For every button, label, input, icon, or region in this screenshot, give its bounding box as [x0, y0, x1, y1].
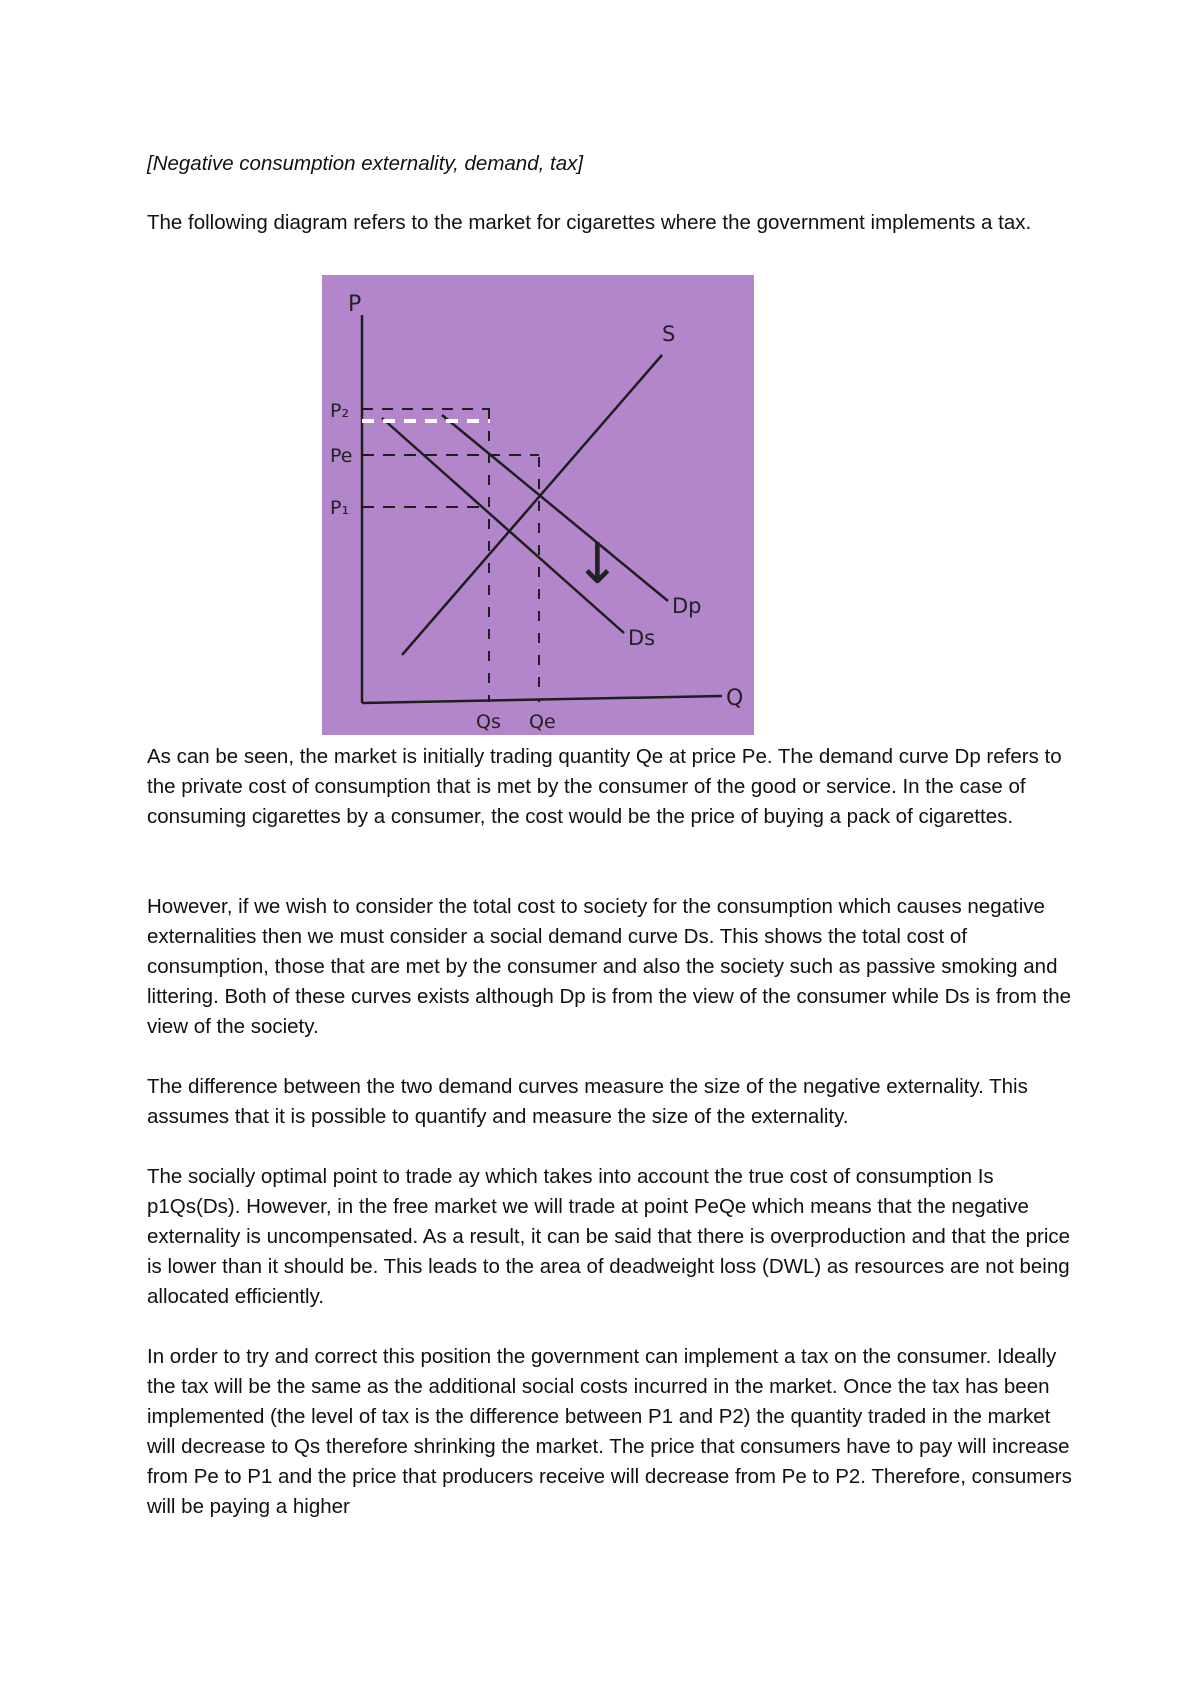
down-arrow-icon: ↓	[574, 532, 621, 597]
paragraph-social-optimum: The socially optimal point to trade ay which takes into account the true cost of consumption Is p1Qs(Ds). However, in the free market we will trade at point PeQe which means that the negative externality is uncompensated. As a result, it can be said that there is overproduction and that the price is lower than it should be. This leads to the area of deadweight loss (DWL) as resources are not being allocated efficiently.	[147, 1165, 1071, 1308]
y-axis-label: P	[348, 292, 362, 317]
private-demand-label: Dp	[672, 594, 702, 618]
externality-tax-diagram	[322, 275, 754, 735]
paragraph-social-demand: However, if we wish to consider the total cost to society for the consumption which causes negative externalities then we must consider a social demand curve Ds. This shows the total cost of consumption, those that are met by the consumer and also the society such as passive smoking and littering. Both of these curves exists although Dp is from the view of the consumer while Ds is from the view of the society.	[147, 895, 1072, 1038]
diagram-svg	[322, 275, 754, 735]
intro-paragraph: The following diagram refers to the market for cigarettes where the government implements a tax.	[147, 211, 1032, 234]
topic-heading: [Negative consumption externality, demand, tax]	[147, 152, 584, 175]
qe-quantity-label: Qe	[529, 711, 556, 733]
x-axis-label: Q	[726, 686, 744, 711]
p1-price-label: P₁	[330, 497, 350, 519]
social-demand-label: Ds	[628, 626, 656, 650]
supply-curve-label: S	[662, 322, 676, 346]
paragraph-externality-size: The difference between the two demand curves measure the size of the negative externality. This assumes that it is possible to quantify and measure the size of the externality.	[147, 1075, 1028, 1128]
pe-price-label: Pe	[330, 445, 353, 467]
p2-price-label: P₂	[330, 400, 350, 422]
paragraph-initial-market: As can be seen, the market is initially trading quantity Qe at price Pe. The demand curve Dp refers to the private cost of consumption that is met by the consumer of the good or service. In the case of consuming cigarettes by a consumer, the cost would be the price of buying a pack of cigarettes.	[147, 745, 1062, 828]
qs-quantity-label: Qs	[476, 711, 501, 733]
paragraph-government-tax: In order to try and correct this position the government can implement a tax on the consumer. Ideally the tax will be the same as the additional social costs incurred in the market. Once the tax has been implemented (the level of tax is the difference between P1 and P2) the quantity traded in the market will decrease to Qs therefore shrinking the market. The price that consumers have to pay will increase from Pe to P1 and the price that producers receive will decrease from Pe to P2. Therefore, consumers will be paying a higher	[147, 1345, 1072, 1518]
